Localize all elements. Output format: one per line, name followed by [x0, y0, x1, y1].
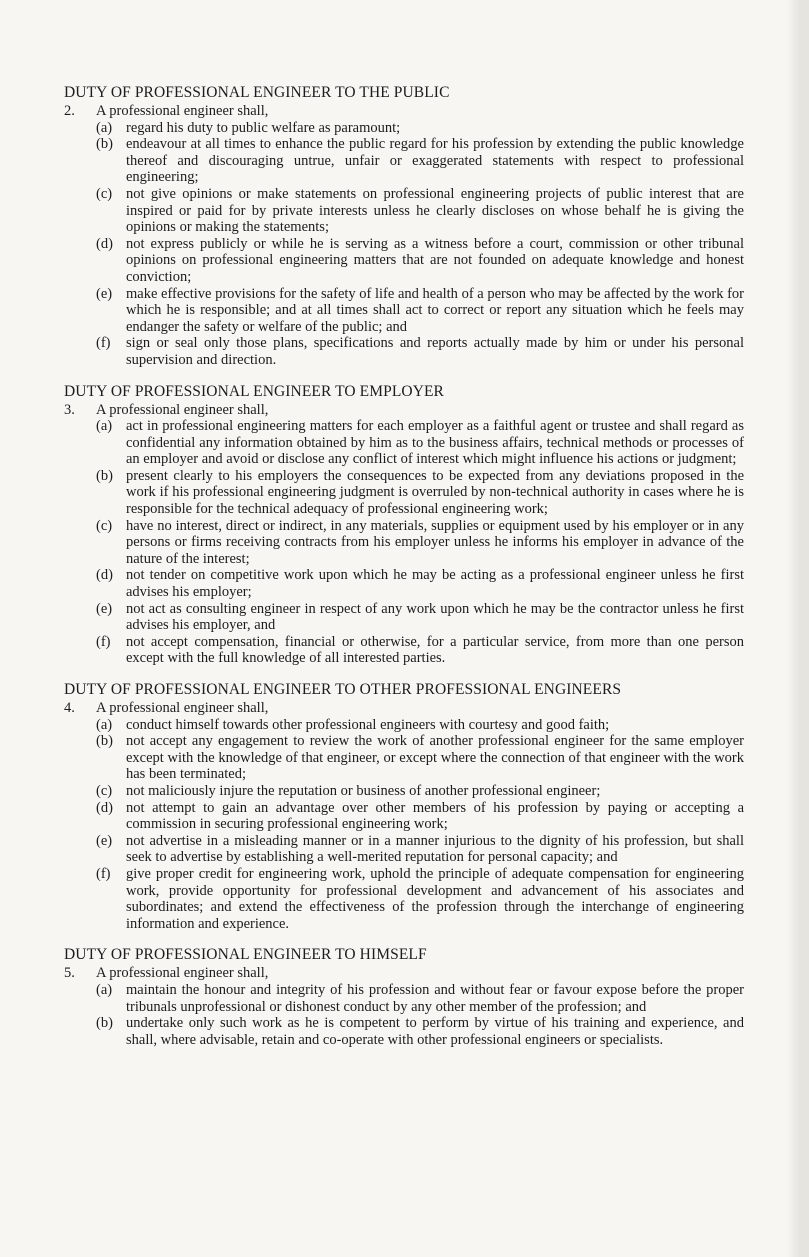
- section-duty-to-other-engineers: [64, 681, 744, 932]
- clause-letter: (f): [96, 633, 111, 650]
- page-edge-shadow: [787, 0, 809, 1257]
- section-number: 4.: [64, 700, 75, 716]
- section-heading: DUTY OF PROFESSIONAL ENGINEER TO HIMSELF: [64, 946, 427, 964]
- clause-letter: (b): [96, 136, 113, 153]
- clause-item: [96, 800, 744, 833]
- clause-letter: (c): [96, 517, 113, 534]
- section-intro: [64, 402, 744, 419]
- section-intro-text: A professional engineer shall,: [96, 401, 269, 418]
- clause-item: [96, 186, 744, 236]
- clause-letter: (b): [96, 467, 113, 484]
- clause-text: not accept any engagement to review the work of another professional engineer for the same employer except with the knowledge of that engineer, or except where the connection of that engineer with the work has been terminated;: [126, 733, 744, 783]
- clause-text: not accept compensation, financial or otherwise, for a particular service, from more than one person except with the full knowledge of all interested parties.: [126, 633, 744, 667]
- clause-text: not give opinions or make statements on professional engineering projects of public interest that are inspired or paid for by private interests unless he clearly discloses on whose behalf he is giving the opinions or making the statements;: [126, 185, 744, 236]
- section-number: 3.: [64, 401, 75, 418]
- clause-letter: (c): [96, 185, 113, 202]
- clause-letter: (c): [96, 782, 113, 799]
- clause-text: give proper credit for engineering work, uphold the principle of adequate compensation for engineering work, provide opportunity for professional development and advancement of his associates and subordinates; and extend the effectiveness of the profession through the interchange of engineering information and experience.: [126, 865, 744, 932]
- clause-text: conduct himself towards other professional engineers with courtesy and good faith;: [126, 716, 610, 733]
- clause-item: [96, 136, 744, 186]
- section-number: 2.: [64, 103, 75, 119]
- clause-text: not advertise in a misleading manner or in a manner injurious to the dignity of his profession, but shall seek to advertise by establishing a well-merited reputation for personal capacity; and: [126, 832, 744, 866]
- clause-letter: (d): [96, 799, 113, 816]
- section-intro: [64, 965, 744, 982]
- clause-letter: (a): [96, 716, 113, 733]
- section-heading: DUTY OF PROFESSIONAL ENGINEER TO EMPLOYER: [64, 382, 444, 400]
- clause-letter: (e): [96, 285, 113, 302]
- clause-letter: (f): [96, 865, 111, 882]
- clause-text: have no interest, direct or indirect, in any materials, supplies or equipment used by his employer or in any persons or firms receiving contracts from his employer unless he informs his employer in advance of the nature of the interest;: [126, 517, 744, 567]
- section-intro-text: A professional engineer shall,: [96, 965, 269, 982]
- clause-text: not express publicly or while he is serving as a witness before a court, commission or other tribunal opinions on professional engineering matters that are not founded on adequate knowledge and honest conviction;: [126, 235, 744, 285]
- clause-text: undertake only such work as he is competent to perform by virtue of his training and experience, and shall, where advisable, retain and co-operate with other professional engineers or specialists.: [126, 1015, 744, 1048]
- clause-letter: (a): [96, 981, 113, 998]
- clause-item: [96, 733, 744, 783]
- clause-letter: (b): [96, 1015, 113, 1032]
- clause-item: [96, 634, 744, 667]
- clause-item: [96, 286, 744, 336]
- clause-text: regard his duty to public welfare as paramount;: [126, 119, 401, 136]
- section-intro-text: A professional engineer shall,: [96, 700, 269, 716]
- clause-letter: (d): [96, 235, 113, 252]
- clause-item: [96, 418, 744, 468]
- clause-item: [96, 468, 744, 518]
- clause-item: [96, 982, 744, 1015]
- clause-item: [96, 833, 744, 866]
- clause-letter: (d): [96, 567, 113, 584]
- clause-text: present clearly to his employers the consequences to be expected from any deviations proposed in the work if his professional engineering judgment is overruled by non-technical authority in cases where he is responsible for the technical adequacy of professional engineering work;: [126, 467, 744, 518]
- clause-item: [96, 866, 744, 932]
- document-body: [64, 84, 744, 1062]
- clause-letter: (b): [96, 733, 113, 750]
- section-heading: DUTY OF PROFESSIONAL ENGINEER TO OTHER PROFESSIONAL ENGINEERS: [64, 681, 622, 698]
- clause-letter: (e): [96, 832, 113, 849]
- section-duty-to-public: [64, 84, 744, 369]
- section-duty-to-employer: [64, 383, 744, 668]
- clause-list: [96, 982, 744, 1048]
- clause-list: [96, 717, 744, 933]
- clause-letter: (e): [96, 600, 113, 617]
- clause-item: [96, 120, 744, 137]
- section-intro: [64, 700, 744, 717]
- clause-item: [96, 1015, 744, 1048]
- clause-letter: (a): [96, 119, 113, 136]
- section-heading: DUTY OF PROFESSIONAL ENGINEER TO THE PUBLIC: [64, 84, 450, 101]
- clause-item: [96, 236, 744, 286]
- clause-item: [96, 717, 744, 734]
- clause-list: [96, 418, 744, 667]
- clause-text: not maliciously injure the reputation or business of another professional engineer;: [126, 782, 601, 799]
- clause-list: [96, 120, 744, 369]
- clause-text: sign or seal only those plans, specifications and reports actually made by him or under his personal supervision and direction.: [126, 335, 744, 368]
- clause-item: [96, 335, 744, 368]
- clause-text: maintain the honour and integrity of his profession and without fear or favour expose before the proper tribunals unprofessional or dishonest conduct by any other member of the profession; and: [126, 981, 744, 1015]
- section-intro: [64, 103, 744, 120]
- clause-item: [96, 567, 744, 600]
- clause-text: act in professional engineering matters for each employer as a faithful agent or trustee and shall regard as confidential any information obtained by him as to the business affairs, technical methods or processes of an employer and avoid or disclose any conflict of interest which might influence his actions or judgment;: [126, 418, 744, 468]
- clause-item: [96, 783, 744, 800]
- clause-text: endeavour at all times to enhance the public regard for his profession by extending the public knowledge thereof and discouraging untrue, unfair or exaggerated statements with respect to professional engineering;: [126, 136, 744, 186]
- clause-text: not act as consulting engineer in respect of any work upon which he may be the contractor unless he first advises his employer, and: [126, 600, 744, 634]
- clause-text: make effective provisions for the safety of life and health of a person who may be affected by the work for which he is responsible; and at all times shall act to correct or report any situation which he feels may endanger the safety or welfare of the public; and: [126, 285, 744, 335]
- section-intro-text: A professional engineer shall,: [96, 103, 269, 119]
- clause-text: not attempt to gain an advantage over other members of his profession by paying or accepting a commission in securing professional engineering work;: [126, 799, 744, 833]
- section-number: 5.: [64, 965, 75, 982]
- clause-item: [96, 601, 744, 634]
- clause-text: not tender on competitive work upon which he may be acting as a professional engineer unless he first advises his employer;: [126, 567, 744, 601]
- clause-letter: (f): [96, 335, 111, 352]
- clause-letter: (a): [96, 418, 113, 435]
- section-duty-to-himself: [64, 946, 744, 1048]
- clause-item: [96, 518, 744, 568]
